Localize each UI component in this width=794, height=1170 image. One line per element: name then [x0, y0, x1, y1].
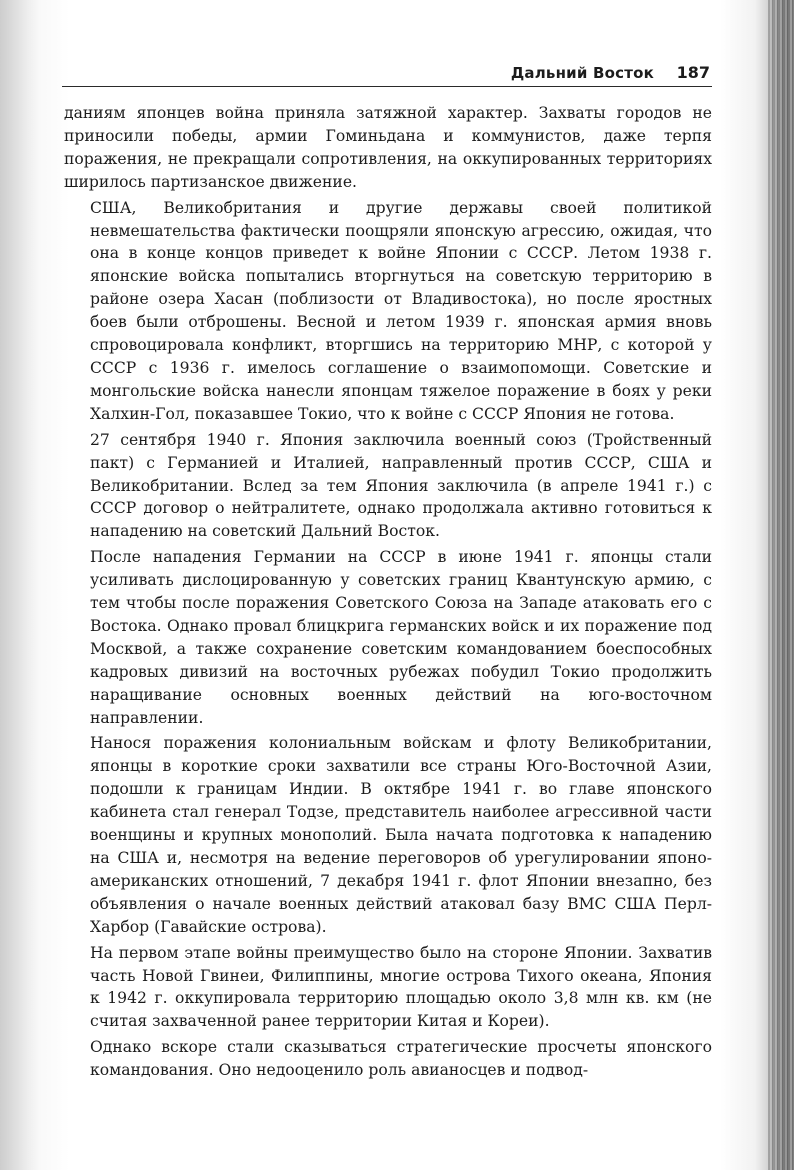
paragraph: даниям японцев война приняла затяжной характер. Захваты городов не приносили победы, армии Гоминьдана и коммунистов, даже терпя поражения, не прекращали сопротивления, на оккупированных территориях ширилось партизанское движение.	[64, 104, 712, 191]
book-edge	[768, 0, 794, 1170]
body-text	[64, 102, 712, 1085]
paragraph: Нанося поражения колониальным войскам и флоту Великобритании, японцы в короткие сроки захватили все страны Юго-Восточной Азии, подошли к границам Индии. В октябре 1941 г. во главе японского кабинета стал генерал Тодзе, представитель наиболее агрессивной части военщины и крупных монополий. Была начата подготовка к нападению на США и, несмотря на ведение переговоров об урегулировании японо-американских отношений, 7 декабря 1941 г. флот Японии внезапно, без объявления о начале военных действий атаковал базу ВМС США Перл-Харбор (Гавайские острова).	[90, 734, 712, 936]
page-gutter-shadow	[0, 0, 40, 1170]
paragraph: После нападения Германии на СССР в июне 1941 г. японцы стали усиливать дислоцированную у советских границ Квантунскую армию, с тем чтобы после поражения Советского Союза на Западе атаковать его с Востока. Однако провал блицкрига германских войск и их поражение под Москвой, а также сохранение советским командованием боеспособных кадровых дивизий на восточных рубежах побудил Токио продолжить наращивание основных военных действий на юго-восточном направлении.	[90, 548, 712, 727]
paragraph: 27 сентября 1940 г. Япония заключила военный союз (Тройственный пакт) с Германией и Италией, направленный против СССР, США и Великобритании. Вслед за тем Япония заключила (в апреле 1941 г.) с СССР договор о нейтралитете, однако продолжала активно готовиться к нападению на советский Дальний Восток.	[90, 430, 712, 541]
running-title: Дальний Восток	[510, 64, 654, 82]
running-header	[62, 64, 712, 87]
page-number: 187	[676, 63, 710, 82]
paragraph: США, Великобритания и другие державы своей политикой невмешательства фактически поощряли японскую агрессию, ожидая, что она в конце концов приведет к войне Японии с СССР. Летом 1938 г. японские войска попытались вторгнуться на советскую территорию в районе озера Хасан (поблизости от Владивостока), но после яростных боев были отброшены. Весной и летом 1939 г. японская армия вновь спровоцировала конфликт, вторгшись на территорию МНР, с которой у СССР с 1936 г. имелось соглашение о взаимопомощи. Советские и монгольские войска нанесли японцам тяжелое поражение в боях у реки Халхин-Гол, показавшее Токио, что к войне с СССР Япония не готова.	[90, 198, 712, 423]
paragraph: На первом этапе войны преимущество было на стороне Японии. Захватив часть Новой Гвинеи, Филиппины, многие острова Тихого океана, Япония к 1942 г. оккупировала территорию площадью около 3,8 млн кв. км (не считая захваченной ранее территории Китая и Кореи).	[90, 943, 712, 1031]
paragraph: Однако вскоре стали сказываться стратегические просчеты японского командования. Оно недооценило роль авианосцев и подвод-	[90, 1038, 712, 1080]
